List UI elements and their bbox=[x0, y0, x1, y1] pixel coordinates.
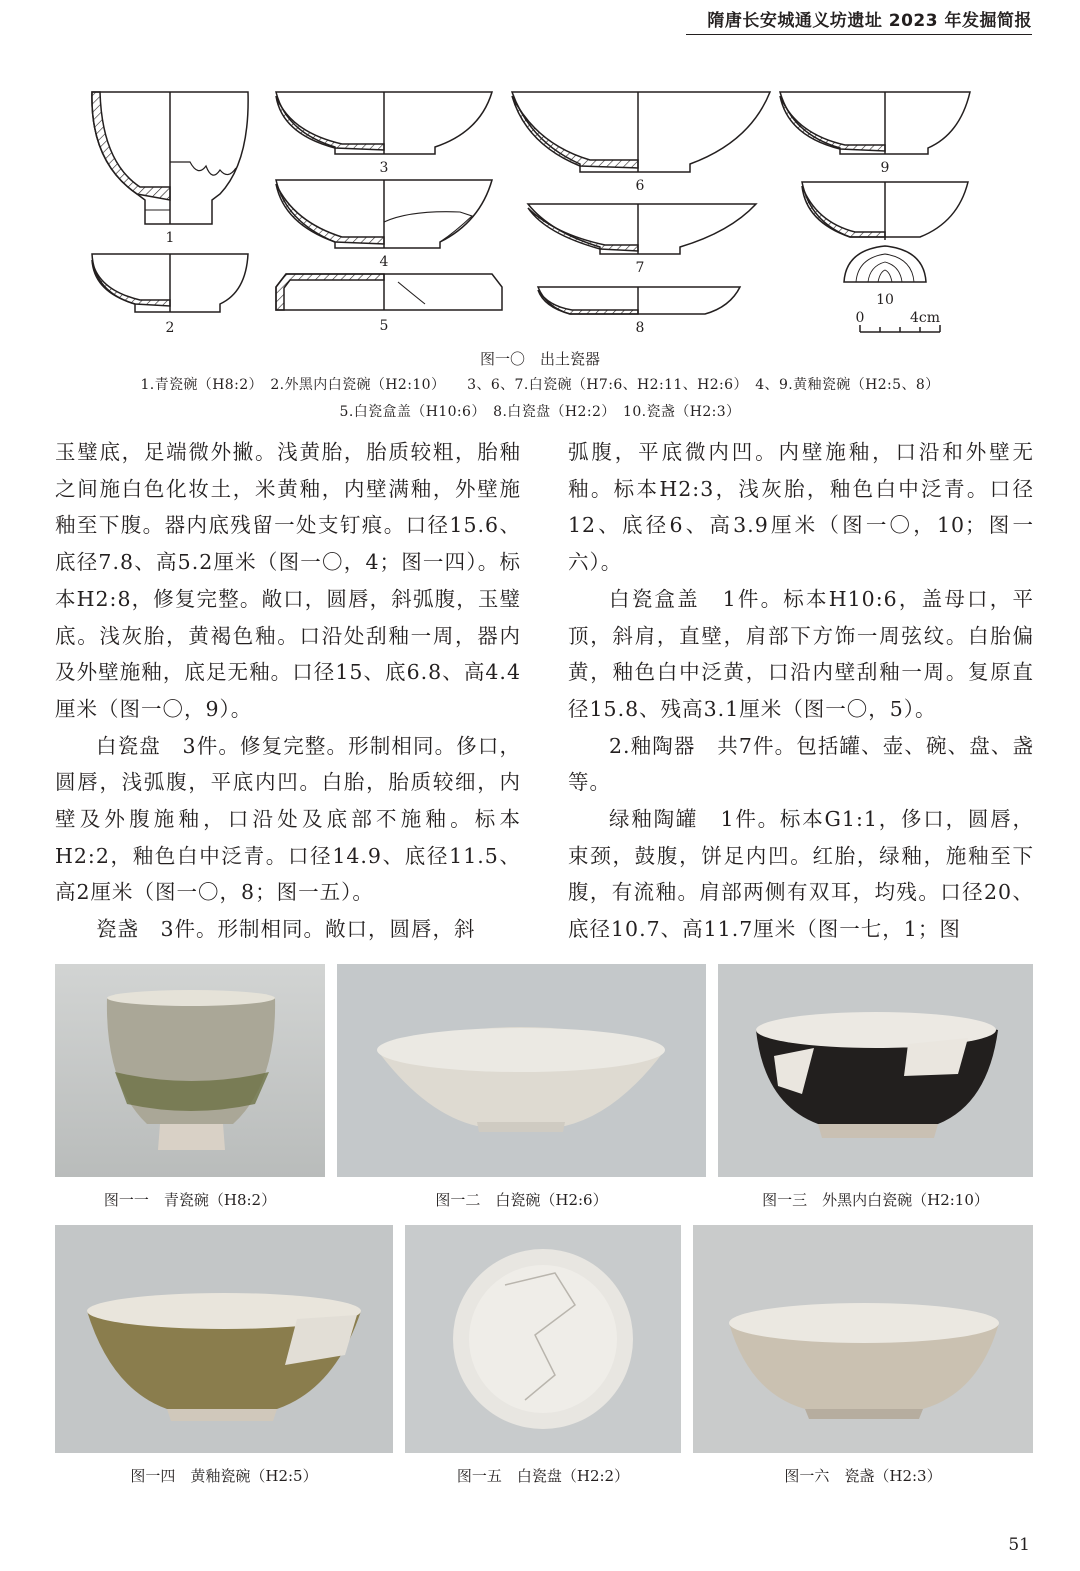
paragraph: 绿釉陶罐 1件。标本G1:1，侈口，圆唇，束颈，鼓腹，饼足内凹。红胎，绿釉，施釉至下腹，有流釉。肩部两侧有双耳，均残。口径20、底径10.7、高11.7厘米（图一七，1；图 bbox=[568, 807, 1034, 942]
drawing-label-1: 1 bbox=[165, 230, 175, 246]
photo-white-plate bbox=[405, 1225, 681, 1453]
left-text-column bbox=[55, 434, 521, 948]
paragraph: 白瓷盒盖 1件。标本H10:6，盖母口，平顶，斜肩，直壁，肩部下方饰一周弦纹。白胎偏黄，釉色白中泛黄，口沿内壁刮釉一周。复原直径15.8、残高3.1厘米（图一〇，5）。 bbox=[568, 586, 1034, 721]
drawing-9 bbox=[780, 92, 970, 154]
scale-zero-label: 0 bbox=[855, 310, 865, 326]
page-number: 51 bbox=[1008, 1535, 1030, 1555]
drawing-label-8: 8 bbox=[635, 320, 645, 336]
photo-caption: 图一六 瓷盏（H2:3） bbox=[784, 1467, 942, 1485]
drawing-5 bbox=[276, 274, 502, 310]
paragraph: 白瓷盘 3件。修复完整。形制相同。侈口，圆唇，浅弧腹，平底内凹。白胎，胎质较细，内壁及外腹施釉，口沿处及底部不施釉。标本H2:2，釉色白中泛青。口径14.9、底径11.5、高2厘米（图一〇，8；图一五）。 bbox=[55, 733, 521, 905]
drawing-7 bbox=[528, 204, 756, 254]
photo-yellow-glazed-bowl bbox=[55, 1225, 393, 1453]
photo-celadon-bowl bbox=[55, 964, 325, 1177]
drawing-label-4: 4 bbox=[379, 254, 389, 270]
drawing-label-3: 3 bbox=[379, 160, 389, 176]
drawing-label-7: 7 bbox=[635, 260, 645, 276]
scale-bar bbox=[860, 325, 940, 332]
photo-black-white-bowl bbox=[718, 964, 1033, 1177]
header-rule bbox=[686, 34, 1032, 35]
figure-caption-title: 图一〇 出土瓷器 bbox=[479, 350, 600, 368]
ceramics-line-drawings bbox=[80, 82, 1000, 344]
paragraph: 2.釉陶器 共7件。包括罐、壶、碗、盘、盏等。 bbox=[568, 733, 1034, 795]
photo-caption: 图一一 青瓷碗（H8:2） bbox=[103, 1191, 277, 1209]
figure-caption-line-2: 5.白瓷盒盖（H10:6） 8.白瓷盘（H2:2） 10.瓷盏（H2:3） bbox=[339, 404, 741, 420]
photo-caption: 图一四 黄釉瓷碗（H2:5） bbox=[130, 1467, 318, 1485]
photo-white-bowl bbox=[337, 964, 706, 1177]
drawing-2 bbox=[92, 254, 248, 312]
paragraph: 瓷盏 3件。形制相同。敞口，圆唇，斜 bbox=[96, 917, 476, 942]
photo-caption: 图一五 白瓷盘（H2:2） bbox=[456, 1467, 630, 1485]
figure-caption-line-1: 1.青瓷碗（H8:2） 2.外黑内白瓷碗（H2:10） 3、6、7.白瓷碗（H7:6、H2:11、H2:6） 4、9.黄釉瓷碗（H2:5、8） bbox=[140, 377, 940, 393]
drawing-label-6: 6 bbox=[635, 178, 645, 194]
drawing-6 bbox=[512, 92, 770, 172]
photo-caption: 图一二 白瓷碗（H2:6） bbox=[435, 1191, 608, 1209]
scale-unit-label: 4cm bbox=[909, 310, 941, 326]
drawing-label-2: 2 bbox=[165, 320, 175, 336]
drawing-label-10: 10 bbox=[876, 292, 894, 308]
drawing-label-9: 9 bbox=[880, 160, 890, 176]
photo-cup bbox=[693, 1225, 1033, 1453]
drawing-10 bbox=[802, 182, 968, 282]
right-text-column bbox=[568, 434, 1034, 948]
drawing-4 bbox=[276, 180, 492, 248]
drawing-3 bbox=[276, 92, 492, 154]
drawing-1 bbox=[92, 92, 248, 224]
photo-caption: 图一三 外黑内白瓷碗（H2:10） bbox=[762, 1191, 989, 1209]
running-header: 隋唐长安城通义坊遗址 2023 年发掘简报 bbox=[707, 11, 1032, 31]
paragraph: 弧腹，平底微内凹。内壁施釉，口沿和外壁无釉。标本H2:3，浅灰胎，釉色白中泛青。口径12、底径6、高3.9厘米（图一〇，10；图一六）。 bbox=[568, 440, 1034, 575]
drawing-8 bbox=[538, 287, 740, 314]
drawing-label-5: 5 bbox=[379, 318, 389, 334]
paragraph: 玉璧底，足端微外撇。浅黄胎，胎质较粗，胎釉之间施白色化妆土，米黄釉，内壁满釉，外壁施釉至下腹。器内底残留一处支钉痕。口径15.6、底径7.8、高5.2厘米（图一〇，4；图一四）。标本H2:8，修复完整。敞口，圆唇，斜弧腹，玉璧底。浅灰胎，黄褐色釉。口沿处刮釉一周，器内及外壁施釉，底足无釉。口径15、底6.8、高4.4厘米（图一〇，9）。 bbox=[55, 440, 521, 721]
